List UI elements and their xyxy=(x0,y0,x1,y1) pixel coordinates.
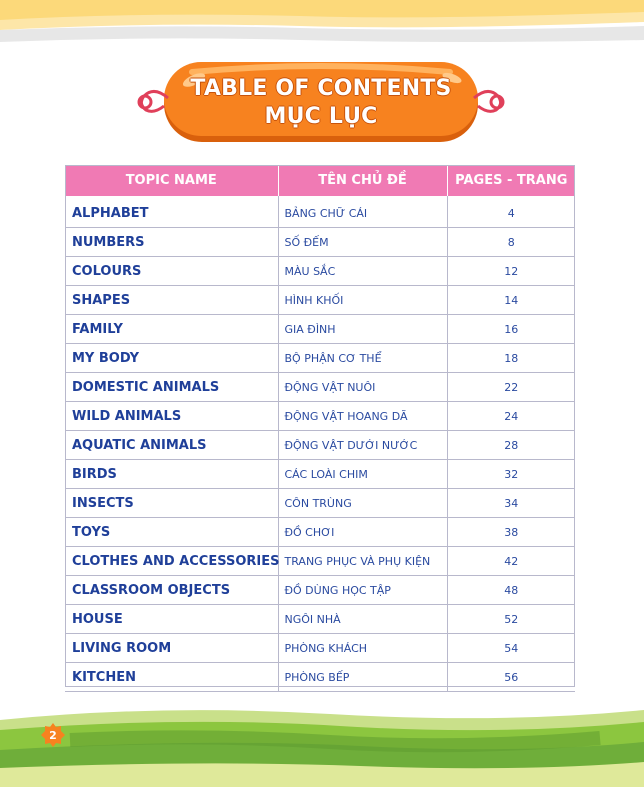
topic-name: AQUATIC ANIMALS xyxy=(65,431,278,460)
topic-page: 12 xyxy=(447,257,575,286)
topic-vietnamese: PHÒNG BẾP xyxy=(278,663,447,692)
topic-vietnamese: GIA ĐÌNH xyxy=(278,315,447,344)
table-row xyxy=(65,576,575,605)
topic-name: SHAPES xyxy=(65,286,278,315)
topic-vietnamese: BẢNG CHỮ CÁI xyxy=(278,196,447,228)
topic-vietnamese: BỘ PHẬN CƠ THỂ xyxy=(278,344,447,373)
topic-name: CLOTHES AND ACCESSORIES xyxy=(65,547,278,576)
title-line-1: TABLE OF CONTENTS xyxy=(190,76,452,101)
topic-name: ALPHABET xyxy=(65,196,278,228)
topic-name: TOYS xyxy=(65,518,278,547)
title-banner xyxy=(134,58,508,148)
topic-vietnamese: ĐỒ CHƠI xyxy=(278,518,447,547)
topic-vietnamese: HÌNH KHỐI xyxy=(278,286,447,315)
topic-name: MY BODY xyxy=(65,344,278,373)
topic-page: 16 xyxy=(447,315,575,344)
topic-name: BIRDS xyxy=(65,460,278,489)
topic-page: 24 xyxy=(447,402,575,431)
contents-table xyxy=(65,165,575,692)
topic-page: 4 xyxy=(447,196,575,228)
topic-vietnamese: MÀU SẮC xyxy=(278,257,447,286)
topic-name: FAMILY xyxy=(65,315,278,344)
topic-page: 38 xyxy=(447,518,575,547)
topic-vietnamese: SỐ ĐẾM xyxy=(278,228,447,257)
topic-name: NUMBERS xyxy=(65,228,278,257)
topic-vietnamese: PHÒNG KHÁCH xyxy=(278,634,447,663)
table-row xyxy=(65,460,575,489)
top-decorative-band xyxy=(0,0,644,44)
topic-name: WILD ANIMALS xyxy=(65,402,278,431)
topic-vietnamese: ĐỒ DÙNG HỌC TẬP xyxy=(278,576,447,605)
topic-page: 52 xyxy=(447,605,575,634)
topic-vietnamese: NGÔI NHÀ xyxy=(278,605,447,634)
topic-vietnamese: ĐỘNG VẬT NUÔI xyxy=(278,373,447,402)
topic-vietnamese: CÔN TRÙNG xyxy=(278,489,447,518)
topic-page: 8 xyxy=(447,228,575,257)
header-vietnamese-name: TÊN CHỦ ĐỀ xyxy=(278,165,447,196)
table-row xyxy=(65,373,575,402)
table-row xyxy=(65,518,575,547)
topic-name: HOUSE xyxy=(65,605,278,634)
topic-name: INSECTS xyxy=(65,489,278,518)
topic-vietnamese: CÁC LOÀI CHIM xyxy=(278,460,447,489)
table-row xyxy=(65,315,575,344)
topic-page: 42 xyxy=(447,547,575,576)
topic-page: 22 xyxy=(447,373,575,402)
table-row xyxy=(65,344,575,373)
topic-page: 56 xyxy=(447,663,575,692)
table-row xyxy=(65,257,575,286)
topic-page: 14 xyxy=(447,286,575,315)
table-row xyxy=(65,286,575,315)
topic-vietnamese: ĐỘNG VẬT DƯỚI NƯỚC xyxy=(278,431,447,460)
table-header-row xyxy=(65,165,575,196)
topic-name: COLOURS xyxy=(65,257,278,286)
header-pages: PAGES - TRANG xyxy=(447,165,575,196)
topic-page: 34 xyxy=(447,489,575,518)
topic-page: 54 xyxy=(447,634,575,663)
table-row xyxy=(65,634,575,663)
table-row xyxy=(65,663,575,692)
topic-page: 48 xyxy=(447,576,575,605)
topic-page: 28 xyxy=(447,431,575,460)
grass-footer xyxy=(0,700,644,787)
page-number: 2 xyxy=(49,728,57,742)
table-row xyxy=(65,489,575,518)
header-topic-name: TOPIC NAME xyxy=(65,165,278,196)
table-row xyxy=(65,431,575,460)
topic-name: CLASSROOM OBJECTS xyxy=(65,576,278,605)
table-row xyxy=(65,196,575,228)
topic-vietnamese: ĐỘNG VẬT HOANG DÃ xyxy=(278,402,447,431)
table-row xyxy=(65,605,575,634)
title-line-2: MỤC LỤC xyxy=(264,104,378,129)
topic-name: KITCHEN xyxy=(65,663,278,692)
topic-name: DOMESTIC ANIMALS xyxy=(65,373,278,402)
table-row xyxy=(65,228,575,257)
table-row xyxy=(65,402,575,431)
topic-page: 18 xyxy=(447,344,575,373)
topic-page: 32 xyxy=(447,460,575,489)
table-row xyxy=(65,547,575,576)
topic-vietnamese: TRANG PHỤC VÀ PHỤ KIỆN xyxy=(278,547,447,576)
topic-name: LIVING ROOM xyxy=(65,634,278,663)
